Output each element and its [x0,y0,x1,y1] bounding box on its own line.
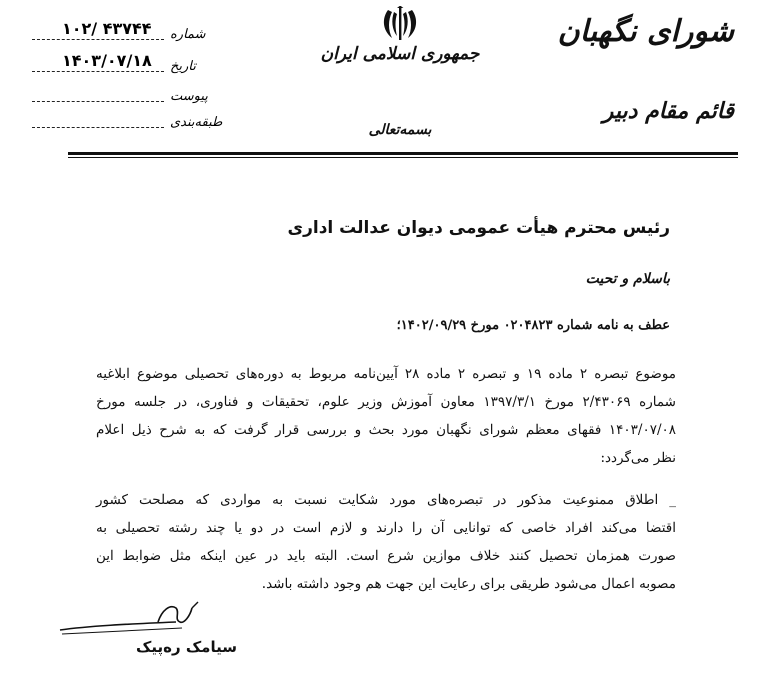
council-name: شورای نگهبان [557,14,734,49]
handwritten-signature [58,600,208,642]
paragraph-1-line: ۱۴۰۳/۰۷/۰۸ فقهای معظم شورای نگهبان مورد بحث و بررسی قرار گرفت که به شرح ذیل اعلام [96,422,676,438]
paragraph-2-line: اقتضا می‌کند افراد خاصی که توانایی آن را دارند و لازم است در دو یا چند رشته تحصیلی به [96,520,676,536]
letter-number-label: شماره [170,27,206,42]
republic-title: جمهوری اسلامی ایران [320,44,480,64]
paragraph-1-line: نظر می‌گردد: [600,450,676,466]
letter-number-value: ۱۰۲/ ۴۳۷۴۴ [62,19,152,38]
iran-emblem-icon [380,6,420,42]
paragraph-2-line: _ اطلاق ممنوعیت مذکور در تبصره‌های مورد شکایت نسبت به مواردی که مصلحت کشور [96,492,676,508]
classification-label: طبقه‌بندی [170,115,223,130]
letter-number-line [32,39,164,40]
letter-date-value: ۱۴۰۳/۰۷/۱۸ [62,51,152,70]
reference-line: عطف به نامه شماره ۰۲۰۴۸۲۳ مورخ ۱۴۰۲/۰۹/۲۹؛ [396,318,670,333]
salutation: رئیس محترم هیأت عمومی دیوان عدالت اداری [287,218,670,238]
paragraph-1-line: شماره ۲/۴۳۰۶۹ مورخ ۱۳۹۷/۳/۱ معاون آموزش وزیر علوم، تحقیقات و فناوری، در جلسه مورخ [96,394,676,410]
paragraph-2-line: مصوبه اعمال می‌شود طریقی برای رعایت این جهت هم وجود داشته باشد. [261,576,676,592]
attachment-label: پیوست [170,89,208,104]
attachment-row [32,84,208,106]
deputy-title: قائم مقام دبیر [602,98,734,124]
attachment-line [32,101,164,102]
classification-row [32,110,223,132]
classification-line [32,127,164,128]
signer-name: سیامک ره‌پیک [136,638,237,656]
letter-date-row [32,51,202,76]
paragraph-2 [96,486,676,598]
header-divider [68,152,738,155]
letter-number-row [32,19,206,44]
header-divider-thin [68,157,738,158]
letter-date-label: تاریخ [170,59,196,74]
paragraph-2-line: صورت همزمان تحصیل کنند خلاف موازین شرع است. البته باید در عین اینکه مثل ضوابط این [96,548,676,564]
paragraph-1-line: موضوع تبصره ۲ ماده ۱۹ و تبصره ۲ ماده ۲۸ آیین‌نامه مربوط به دوره‌های تحصیلی موضوع ابلاغیه [96,366,677,382]
greeting: باسلام و تحیت [585,271,670,287]
letter-date-line [32,71,164,72]
paragraph-1 [96,360,676,472]
basmala: بسمه‌تعالی [368,122,432,138]
